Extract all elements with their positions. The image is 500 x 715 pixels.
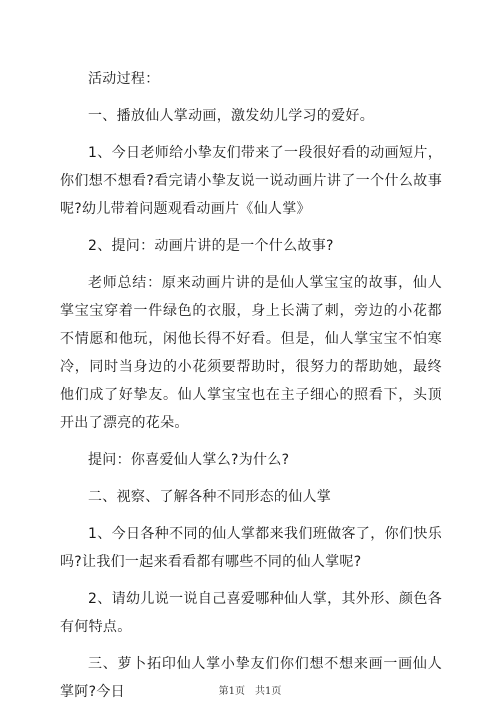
paragraph-teacher-summary: 老师总结：原来动画片讲的是仙人掌宝宝的故事，仙人掌宝宝穿着一件绿色的衣服，身上长满了刺，旁边的小花都不情愿和他玩，闲他长得不好看。但是，仙人掌宝宝不怕寒冷，同时当身边的小花须要帮助时，很努力的帮助她，最终他们成了好挚友。仙人掌宝宝也在主子细心的照看下，头顶开出了漂亮的花朵。 — [60, 275, 442, 431]
paragraph-activity-process: 活动过程： — [88, 71, 160, 87]
paragraph-section-three-heading: 三、萝卜拓印仙人掌小挚友们你们想不想来画一画仙人掌阿?今日 — [60, 656, 442, 700]
paragraph-item-2: 2、提问：动画片讲的是一个什么故事? — [88, 238, 334, 254]
paragraph-item-1: 1、今日老师给小挚友们带来了一段很好看的动画短片，你们想不想看?看完请小挚友说一说动画片讲了一个什么故事呢?幼儿带着问题观看动画片《仙人掌》 — [60, 145, 442, 217]
paragraph-section-two-item-2: 2、请幼儿说一说自己喜爱哪种仙人掌，其外形、颜色各有何特点。 — [60, 591, 442, 635]
page-footer: 第1页 共1页 — [218, 686, 282, 697]
paragraph-question: 提问：你喜爱仙人掌么?为什么? — [88, 452, 290, 468]
paragraph-section-two-item-1: 1、今日各种不同的仙人掌都来我们班做客了，你们快乐吗?让我们一起来看看都有哪些不同的仙人掌呢? — [60, 526, 442, 570]
paragraph-section-two-heading: 二、视察、了解各种不同形态的仙人掌 — [88, 489, 332, 505]
paragraph-section-one-heading: 一、播放仙人掌动画，激发幼儿学习的爱好。 — [88, 108, 374, 124]
document-body — [60, 65, 442, 715]
